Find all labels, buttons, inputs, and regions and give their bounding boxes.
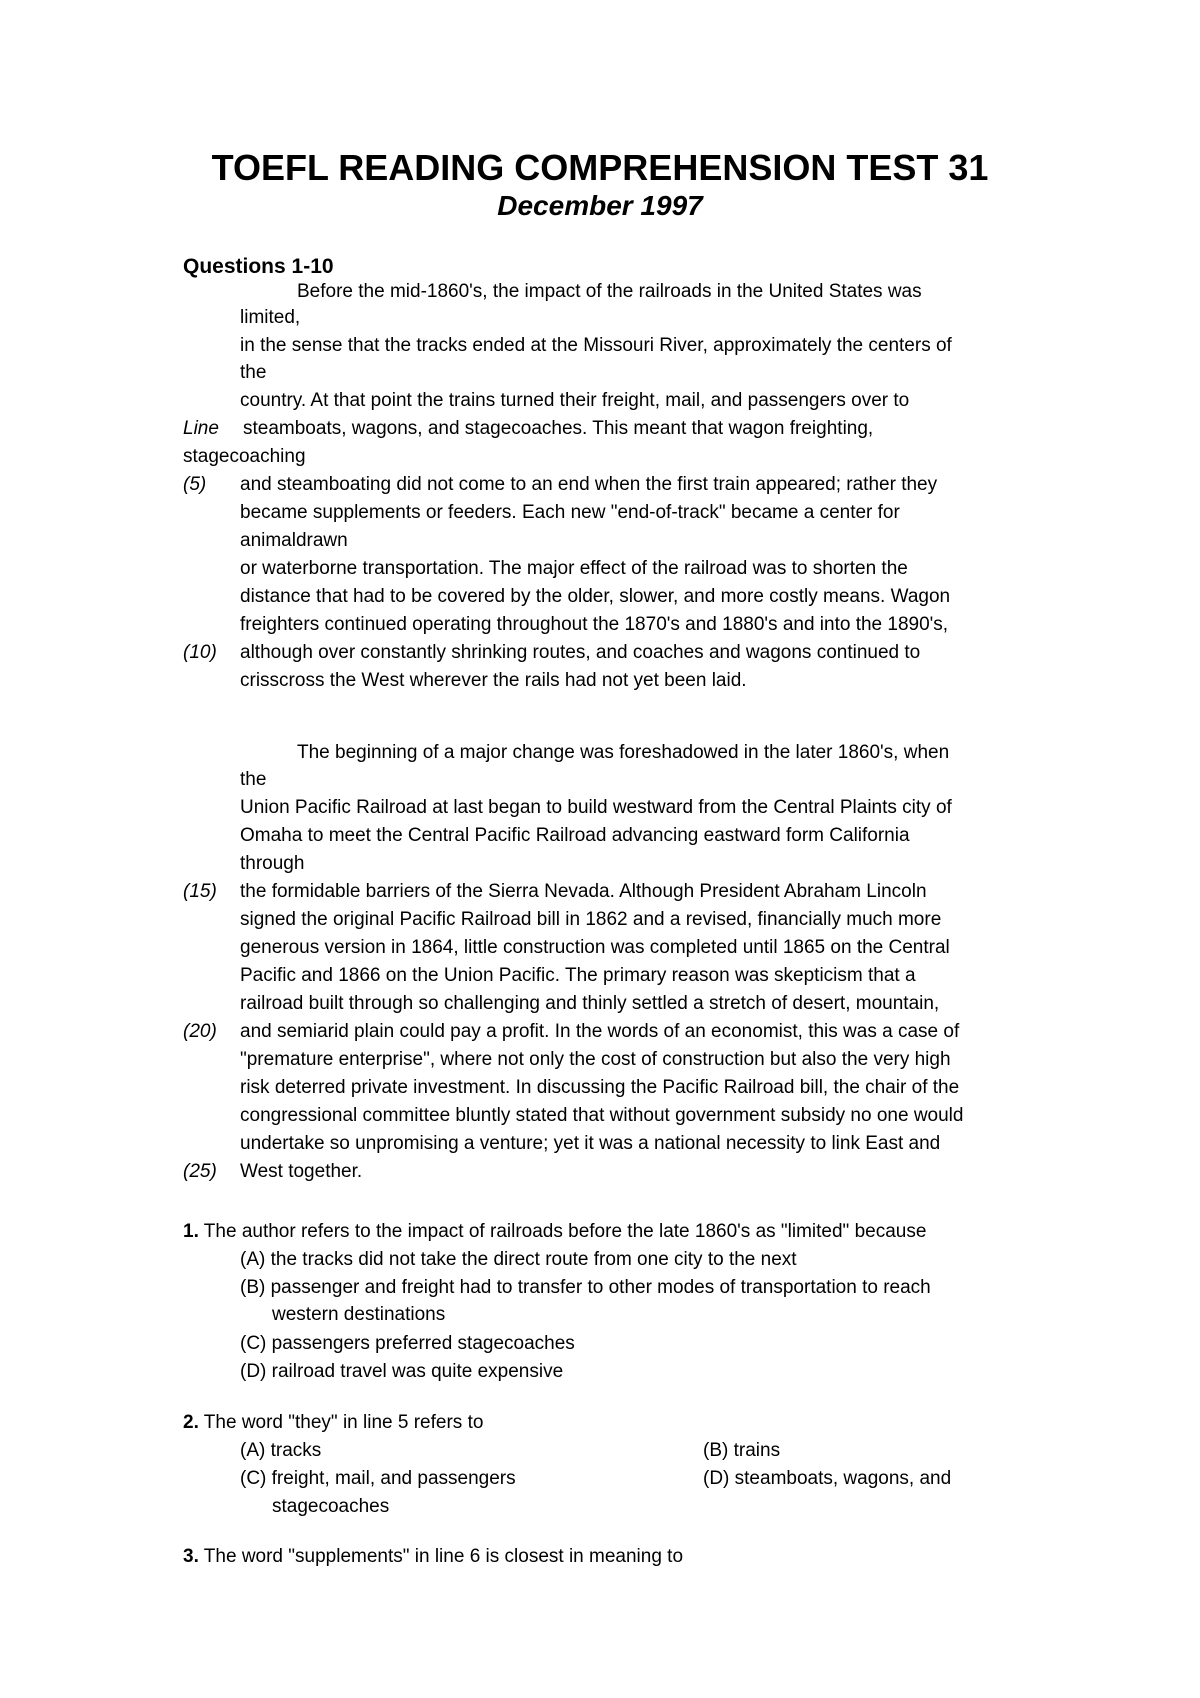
passage-line: distance that had to be covered by the older, slower, and more costly means. Wagon: [240, 586, 951, 607]
line-marker-15: (15): [183, 881, 217, 902]
answer-option-c[interactable]: (C) freight, mail, and passengers: [240, 1468, 516, 1489]
passage-line: Union Pacific Railroad at last began to build westward from the Central Plaints city of: [240, 797, 952, 818]
line-marker-10: (10): [183, 642, 217, 663]
passage-line: West together.: [240, 1161, 363, 1182]
answer-option-b-continued[interactable]: western destinations: [272, 1304, 446, 1325]
passage-line: The beginning of a major change was foreshadowed in the later 1860's, when: [297, 742, 950, 763]
question-text: The author refers to the impact of railroads before the late 1860's as "limited" because: [203, 1221, 927, 1242]
passage-line: became supplements or feeders. Each new "end-of-track" became a center for: [240, 502, 900, 523]
passage-line: signed the original Pacific Railroad bill in 1862 and a revised, financially much more: [240, 909, 942, 930]
line-marker-line: Line: [183, 418, 219, 439]
page-subtitle-date: December 1997: [497, 190, 703, 221]
line-marker-5: (5): [183, 474, 207, 495]
answer-option-b[interactable]: (B) passenger and freight had to transfer to other modes of transportation to reach: [240, 1277, 931, 1298]
answer-option-b[interactable]: (B) trains: [703, 1440, 781, 1461]
question-text: The word "they" in line 5 refers to: [203, 1412, 484, 1433]
answer-option-c-continued[interactable]: stagecoaches: [272, 1496, 390, 1517]
page-title: TOEFL READING COMPREHENSION TEST 31: [211, 147, 989, 188]
passage-line: risk deterred private investment. In discussing the Pacific Railroad bill, the chair of the: [240, 1077, 960, 1098]
passage-line: or waterborne transportation. The major effect of the railroad was to shorten the: [240, 558, 908, 579]
section-heading: Questions 1-10: [183, 255, 334, 278]
answer-option-c[interactable]: (C) passengers preferred stagecoaches: [240, 1333, 575, 1354]
question-stem: [183, 1411, 483, 1435]
passage-line: stagecoaching: [183, 446, 306, 467]
passage-line: in the sense that the tracks ended at the Missouri River, approximately the centers of: [240, 335, 952, 356]
answer-option-a[interactable]: (A) tracks: [240, 1440, 322, 1461]
passage-line: crisscross the West wherever the rails had not yet been laid.: [240, 670, 747, 691]
line-marker-20: (20): [183, 1021, 217, 1042]
question-number: 2.: [183, 1412, 199, 1433]
passage-line: the: [240, 769, 267, 790]
passage-line: animaldrawn: [240, 530, 348, 551]
passage-line: generous version in 1864, little construction was completed until 1865 on the Central: [240, 937, 950, 958]
line-marker-25: (25): [183, 1161, 217, 1182]
passage-line: congressional committee bluntly stated that without government subsidy no one would: [240, 1105, 964, 1126]
passage-line: through: [240, 853, 305, 874]
passage-line: Before the mid-1860's, the impact of the railroads in the United States was: [297, 281, 922, 302]
passage-line: Pacific and 1866 on the Union Pacific. The primary reason was skepticism that a: [240, 965, 916, 986]
question-text: The word "supplements" in line 6 is closest in meaning to: [203, 1546, 684, 1567]
answer-option-a[interactable]: (A) the tracks did not take the direct route from one city to the next: [240, 1249, 797, 1270]
passage-line: and semiarid plain could pay a profit. In the words of an economist, this was a case of: [240, 1021, 960, 1042]
passage-line: country. At that point the trains turned their freight, mail, and passengers over to: [240, 390, 910, 411]
passage-line: railroad built through so challenging and thinly settled a stretch of desert, mountain,: [240, 993, 940, 1014]
answer-option-d[interactable]: (D) railroad travel was quite expensive: [240, 1361, 564, 1382]
passage-line: although over constantly shrinking routes, and coaches and wagons continued to: [240, 642, 921, 663]
passage-line: steamboats, wagons, and stagecoaches. This meant that wagon freighting,: [243, 418, 874, 439]
question-number: 1.: [183, 1221, 199, 1242]
answer-option-d[interactable]: (D) steamboats, wagons, and: [703, 1468, 952, 1489]
passage-line: undertake so unpromising a venture; yet it was a national necessity to link East and: [240, 1133, 941, 1154]
passage-line: and steamboating did not come to an end when the first train appeared; rather they: [240, 474, 938, 495]
passage-line: "premature enterprise", where not only the cost of construction but also the very high: [240, 1049, 951, 1070]
question-number: 3.: [183, 1546, 199, 1567]
passage-line: Omaha to meet the Central Pacific Railroad advancing eastward form California: [240, 825, 910, 846]
question-stem: [183, 1545, 683, 1569]
passage-line: limited,: [240, 307, 301, 328]
passage-line: freighters continued operating throughout the 1870's and 1880's and into the 1890's,: [240, 614, 949, 635]
question-stem: [183, 1220, 926, 1244]
passage-line: the formidable barriers of the Sierra Nevada. Although President Abraham Lincoln: [240, 881, 927, 902]
passage-line: the: [240, 362, 267, 383]
